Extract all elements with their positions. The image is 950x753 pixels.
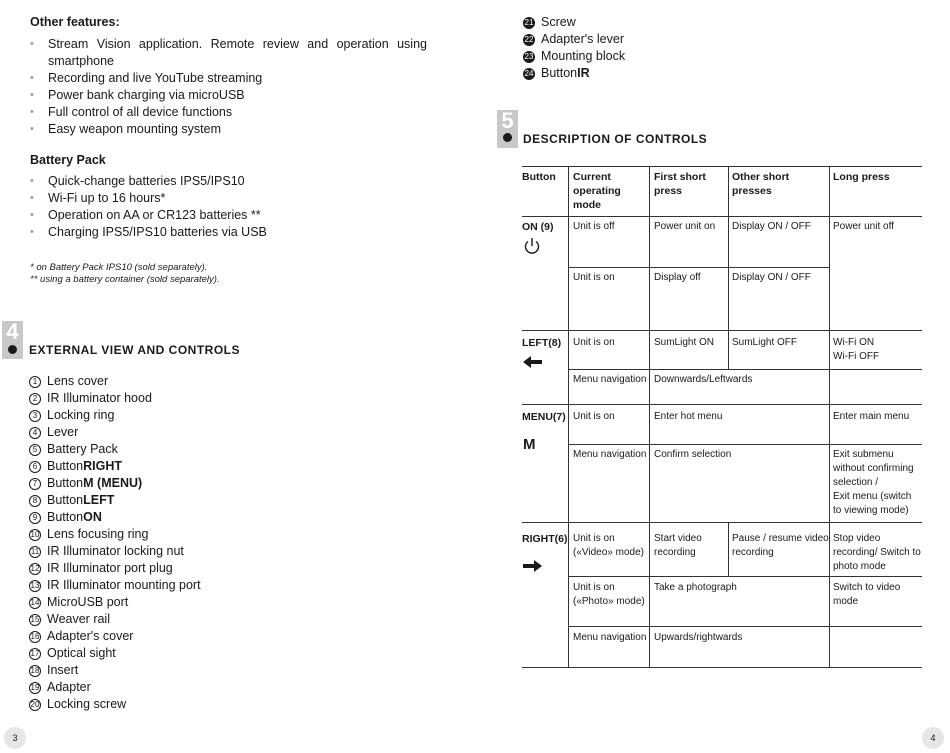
part-label: Adapter <box>47 680 91 694</box>
header-button: Button <box>522 171 556 183</box>
table-rule <box>522 404 922 405</box>
part-number-icon: 2 <box>29 393 41 405</box>
part-item <box>29 509 201 526</box>
section-5-tab <box>497 110 518 148</box>
header-other-presses: Other short presses <box>732 171 790 197</box>
part-item <box>523 65 625 82</box>
table-cell: Enter main menu <box>833 411 910 422</box>
table-cell: Start video recording <box>654 533 702 558</box>
table-rule <box>568 444 922 445</box>
part-label: Locking screw <box>47 697 127 711</box>
section-number: 5 <box>501 108 514 133</box>
table-rule <box>522 166 922 167</box>
part-label-bold: RIGHT <box>83 459 123 473</box>
part-item <box>29 594 201 611</box>
table-cell: Power unit on <box>654 221 716 232</box>
part-number-icon: 20 <box>30 700 40 709</box>
table-rule <box>649 166 650 668</box>
table-rule <box>568 166 569 668</box>
part-item <box>29 577 201 594</box>
part-item <box>29 645 201 662</box>
table-rule <box>568 369 922 370</box>
power-icon <box>523 237 541 255</box>
table-cell: Switch to video mode <box>833 582 901 607</box>
part-label: MicroUSB port <box>47 595 129 609</box>
part-label: IR Illuminator port plug <box>47 561 173 575</box>
list-item: • Operation on AA or CR123 batteries ** <box>30 207 427 224</box>
table-cell: Display off <box>654 272 701 283</box>
part-number-icon: 6 <box>29 461 41 473</box>
table-rule <box>522 522 922 523</box>
header-first-press: First short press <box>654 171 706 197</box>
arrow-left-icon <box>523 356 543 368</box>
part-label: IR Illuminator hood <box>47 391 152 405</box>
table-cell: Take a photograph <box>654 582 737 593</box>
part-number-icon: 4 <box>29 427 41 439</box>
list-item: • Full control of all device functions <box>30 104 427 121</box>
arrow-right-icon <box>523 560 543 572</box>
part-number-icon: 11 <box>30 547 40 556</box>
part-number-icon: 5 <box>29 444 41 456</box>
part-number-icon: 16 <box>30 632 40 641</box>
table-cell: Display ON / OFF <box>732 272 811 283</box>
part-label: Lever <box>47 425 79 439</box>
part-item <box>29 441 201 458</box>
part-number-icon: 9 <box>29 512 41 524</box>
table-cell: Power unit off <box>833 221 894 232</box>
part-label: Button <box>541 66 578 80</box>
part-item <box>29 611 201 628</box>
table-rule <box>829 166 830 668</box>
button-menu-label: MENU(7) <box>522 411 566 423</box>
page-number-right: 4 <box>922 727 944 749</box>
part-number-icon: 13 <box>30 581 40 590</box>
other-features-heading: Other features: <box>30 15 120 29</box>
part-label: Mounting block <box>541 49 626 63</box>
table-cell: Unit is off <box>573 221 615 232</box>
table-cell: Unit is on <box>573 272 615 283</box>
part-item <box>29 475 201 492</box>
section-number: 4 <box>6 319 19 344</box>
parts-list-left <box>29 373 201 713</box>
list-item: • Power bank charging via microUSB <box>30 87 427 104</box>
part-item <box>29 424 201 441</box>
button-right-label: RIGHT(6) <box>522 533 568 545</box>
part-item <box>29 458 201 475</box>
part-number-icon: 21 <box>524 18 534 27</box>
table-cell: Unit is on («Photo» mode) <box>573 582 645 607</box>
section-title: EXTERNAL VIEW AND CONTROLS <box>29 343 241 357</box>
part-number-icon: 23 <box>524 52 534 61</box>
part-number-icon: 10 <box>30 530 40 539</box>
table-cell: SumLight OFF <box>732 337 798 348</box>
part-item <box>29 543 201 560</box>
part-item <box>29 662 201 679</box>
part-item <box>523 48 625 65</box>
section-title: DESCRIPTION OF CONTROLS <box>523 132 708 146</box>
list-item: • Easy weapon mounting system <box>30 121 427 138</box>
part-item <box>29 390 201 407</box>
table-cell: Upwards/rightwards <box>654 632 743 643</box>
part-label-bold: LEFT <box>83 493 115 507</box>
part-label: Lens cover <box>47 374 109 388</box>
page-number-left: 3 <box>4 727 26 749</box>
table-cell: Exit submenu without confirming selection / Exit menu (switch to viewing mode) <box>833 449 914 516</box>
parts-list-right <box>523 14 625 82</box>
list-item: • Quick-change batteries IPS5/IPS10 <box>30 173 427 190</box>
section-bullet-icon <box>8 345 17 354</box>
part-item <box>29 407 201 424</box>
part-label: Lens focusing ring <box>47 527 149 541</box>
part-label: Button <box>47 493 84 507</box>
battery-pack-list <box>30 173 427 241</box>
part-number-icon: 8 <box>29 495 41 507</box>
table-cell: Unit is on («Video» mode) <box>573 533 644 558</box>
part-number-icon: 12 <box>30 564 40 573</box>
part-item <box>523 31 625 48</box>
table-cell: Menu navigation <box>573 632 647 643</box>
part-label: IR Illuminator mounting port <box>47 578 201 592</box>
part-label: Button <box>47 459 84 473</box>
part-item <box>29 373 201 390</box>
part-item <box>29 679 201 696</box>
part-number-icon: 7 <box>29 478 41 490</box>
controls-table <box>522 166 922 668</box>
part-item <box>29 560 201 577</box>
button-left-label: LEFT(8) <box>522 337 562 349</box>
table-cell: Menu navigation <box>573 374 647 385</box>
part-label-bold: M (MENU) <box>83 476 143 490</box>
part-item <box>29 492 201 509</box>
table-cell: Wi-Fi ON Wi-Fi OFF <box>833 337 880 362</box>
battery-pack-heading: Battery Pack <box>30 153 106 167</box>
part-label: Insert <box>47 663 79 677</box>
table-rule <box>568 267 829 268</box>
other-features-list <box>30 36 427 138</box>
table-cell: Confirm selection <box>654 449 732 460</box>
table-cell: Downwards/Leftwards <box>654 374 753 385</box>
part-number-icon: 3 <box>29 410 41 422</box>
table-rule <box>522 667 922 668</box>
part-number-icon: 24 <box>524 69 534 78</box>
part-item <box>29 696 201 713</box>
footnote-1: * on Battery Pack IPS10 (sold separately). <box>30 262 208 273</box>
header-long-press: Long press <box>833 171 890 183</box>
part-item <box>29 526 201 543</box>
part-label-bold: IR <box>577 66 590 80</box>
part-label: IR Illuminator locking nut <box>47 544 184 558</box>
part-number-icon: 22 <box>524 35 534 44</box>
table-cell: Unit is on <box>573 411 615 422</box>
footnote-2: ** using a battery container (sold separately). <box>30 274 220 285</box>
part-label-bold: ON <box>83 510 102 524</box>
part-label: Optical sight <box>47 646 116 660</box>
part-number-icon: 1 <box>29 376 41 388</box>
button-on-label: ON (9) <box>522 221 554 233</box>
part-number-icon: 14 <box>30 598 40 607</box>
table-cell: Pause / resume video recording <box>732 533 829 558</box>
menu-m-icon: M <box>523 436 536 453</box>
list-item: • Charging IPS5/IPS10 batteries via USB <box>30 224 427 241</box>
part-item <box>29 628 201 645</box>
list-item: • Stream Vision application. Remote review and operation using smartphone <box>30 36 427 70</box>
table-rule <box>728 522 729 576</box>
part-label: Adapter's cover <box>47 629 134 643</box>
part-label: Screw <box>541 15 576 29</box>
part-label: Weaver rail <box>47 612 110 626</box>
section-bullet-icon <box>503 133 512 142</box>
table-rule <box>522 330 922 331</box>
table-rule <box>568 626 922 627</box>
table-rule <box>522 216 922 217</box>
part-label: Locking ring <box>47 408 115 422</box>
part-label: Adapter's lever <box>541 32 624 46</box>
table-cell: SumLight ON <box>654 337 715 348</box>
part-number-icon: 19 <box>30 683 40 692</box>
table-cell: Unit is on <box>573 337 615 348</box>
table-cell: Stop video recording/ Switch to photo mode <box>833 533 921 572</box>
table-rule <box>568 576 922 577</box>
part-number-icon: 18 <box>30 666 40 675</box>
part-number-icon: 15 <box>30 615 40 624</box>
header-current-mode: Current operating mode <box>573 171 621 211</box>
table-cell: Display ON / OFF <box>732 221 811 232</box>
table-cell: Enter hot menu <box>654 411 723 422</box>
list-item: • Wi-Fi up to 16 hours* <box>30 190 427 207</box>
list-item: • Recording and live YouTube streaming <box>30 70 427 87</box>
part-label: Battery Pack <box>47 442 118 456</box>
part-number-icon: 17 <box>30 649 40 658</box>
part-item <box>523 14 625 31</box>
part-label: Button <box>47 476 84 490</box>
table-cell: Menu navigation <box>573 449 647 460</box>
table-rule <box>728 166 729 369</box>
part-label: Button <box>47 510 84 524</box>
